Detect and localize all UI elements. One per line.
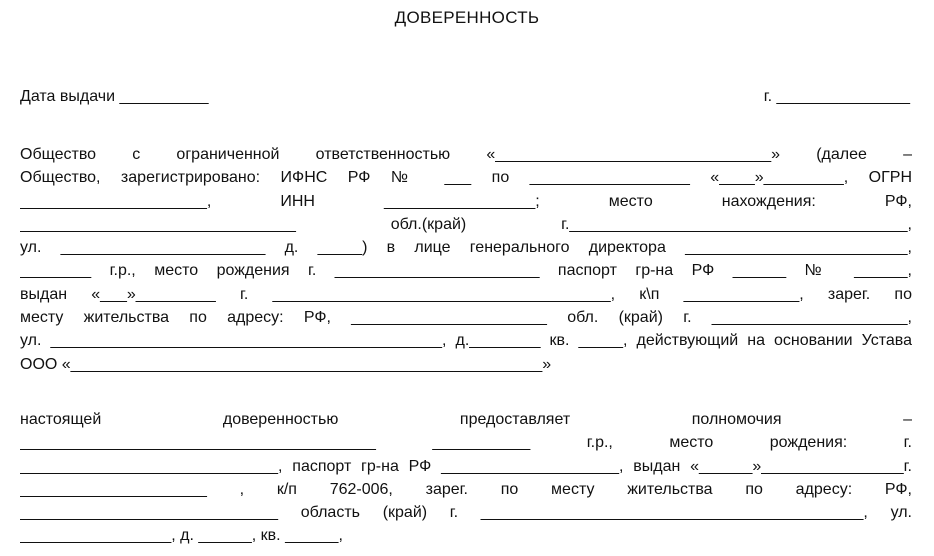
paragraph-line: _____________________, ИНН _________________; место нахождения: РФ, (20, 192, 912, 210)
paragraph-line: _____________________ , к/п 762-006, зарег. по месту жительства по адресу: РФ, (20, 480, 912, 498)
paragraph-line: _____________________________ область (край) г. ___________________________________________, ул. (20, 504, 912, 522)
paragraph-line: ул. ____________________________________________, д.________ кв. _____, действующий на основании Устава (20, 332, 912, 350)
paragraph-line: месту жительства по адресу: РФ, ______________________ обл. (край) г. ______________________, (20, 309, 912, 327)
paragraph-line: ул. _______________________ д. _____) в лице генерального директора _________________________, (20, 239, 912, 257)
paragraph-line: ________________________________________ ___________ г.р., место рождения: г. (20, 434, 912, 452)
paragraph-line: ООО «_____________________________________________________» (20, 355, 552, 373)
paragraph-line: Общество, зарегистрировано: ИФНС РФ № ___ по __________________ «____»_________, ОГРН (20, 169, 912, 187)
paragraph-line: _________________, д. ______, кв. ______, (20, 527, 343, 545)
document-title: ДОВЕРЕННОСТЬ (394, 8, 540, 27)
paragraph-line: _______________________________ обл.(край) г.______________________________________, (20, 215, 912, 233)
company-paragraph (20, 143, 912, 376)
paragraph-line: _____________________________, паспорт гр-на РФ ____________________, выдан «______»________________г. (20, 457, 912, 475)
paragraph-line: ________ г.р., место рождения г. _______________________ паспорт гр-на РФ ______ № ______, (20, 262, 912, 280)
authority-paragraph (20, 408, 912, 548)
paragraph-line: выдан «___»_________ г. ______________________________________, к\п _____________, зарег. по (20, 285, 912, 303)
paragraph-line: Общество с ограниченной ответственностью «_______________________________» (далее – (20, 146, 912, 163)
paragraph-line: настоящей доверенностью предоставляет полномочия – (20, 411, 912, 428)
city-field[interactable]: г. _______________ (763, 88, 910, 105)
issue-date-field[interactable]: Дата выдачи __________ (20, 88, 209, 105)
